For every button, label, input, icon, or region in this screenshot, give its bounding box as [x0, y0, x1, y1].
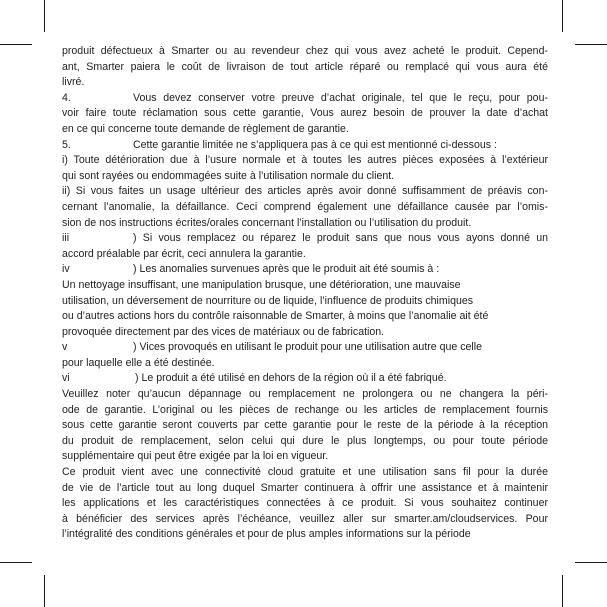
roman-item-vi [62, 371, 548, 387]
text-line: ) Vices provoqués en utilisant le produit pour une utilisation autre que celle [133, 341, 483, 354]
crop-mark-top-left-horizontal [0, 44, 32, 45]
text-line: produit défectueux à Smarter ou au revendeur chez qui vous avez acheté le produit. Cepend- [62, 45, 548, 57]
text-line: ii) Si vous faites un usage ultérieur des articles après avoir donné suffisamment de préavis con- [62, 185, 548, 198]
text-line: les applications et les caractéristiques connectées à ce produit. Si vous souhaitez continuer [62, 497, 548, 510]
roman-item-iv [62, 262, 548, 278]
crop-mark-top-left-vertical [44, 0, 45, 32]
text-line: cernant l’anomalie, la défaillance. Ceci comprend également une défaillance causée par l’omis- [62, 200, 548, 213]
crop-mark-bottom-left-horizontal [0, 562, 32, 563]
numbered-item-4 [62, 91, 548, 107]
text-line: accord préalable par écrit, ceci annulera la garantie. [62, 247, 306, 260]
text-line: i) Toute détérioration due à l’usure normale et à toutes les autres pièces exposées à l’extérieur [62, 154, 548, 167]
roman-item-iii [62, 231, 548, 247]
text-line: du produit de remplacement, selon celui qui dure le plus longtemps, ou pour toute période [62, 434, 548, 447]
text-line: sion de nos instructions écrites/orales concernant l’installation ou l’utilisation du produit. [62, 216, 472, 229]
item-number: v [62, 341, 68, 354]
text-line: Ce produit vient avec une connectivité cloud gratuite et une utilisation sans fil pour la durée [62, 466, 548, 479]
item-number: iv [62, 263, 70, 276]
crop-mark-top-right-horizontal [575, 44, 607, 45]
text-line: provoquée directement par des vices de matériaux ou de fabrication. [62, 325, 385, 338]
text-line: en ce qui concerne toute demande de règlement de garantie. [62, 122, 349, 135]
text-line: livré. [62, 76, 85, 89]
text-line: voir faire toute réclamation sous cette garantie, Vous aurez besoin de prouver la date d’achat [62, 107, 548, 120]
numbered-item-5 [62, 138, 548, 154]
text-line: ant, Smarter paiera le coût de livraison de tout article réparé ou remplacé qui vous aura été [62, 60, 548, 73]
text-line: Cette garantie limitée ne s’appliquera pas à ce qui est mentionné ci-dessous : [133, 138, 497, 151]
text-line: ou d’autres actions hors du contrôle raisonnable de Smarter, à moins que l’anomalie ait été [62, 310, 489, 323]
crop-mark-bottom-right-vertical [562, 575, 563, 607]
text-line: ) Le produit a été utilisé en dehors de la région où il a été fabriqué. [135, 372, 447, 385]
text-line: ode de garantie. L’original ou les pièces de rechange ou les articles de remplacement fournis [62, 403, 548, 416]
text-line: Vous devez conserver votre preuve d’achat originale, tel que le reçu, pour pou- [133, 91, 548, 104]
text-line: Veuillez noter qu’aucun dépannage ou remplacement ne prolongera ou ne changera la péri- [62, 388, 548, 401]
item-number: iii [62, 232, 70, 245]
text-line: ) Si vous remplacez ou réparez le produit sans que nous vous ayons donné un [133, 232, 548, 245]
text-line: à bénéficier des services après l’échéance, veuillez aller sur smarter.am/cloudservices. Pour [62, 512, 548, 525]
item-number: vi [62, 372, 70, 385]
text-line: Un nettoyage insuffisant, une manipulation brusque, une détérioration, une mauvaise [62, 278, 461, 291]
roman-item-v [62, 340, 548, 356]
text-line: pour laquelle elle a été destinée. [62, 356, 215, 369]
item-number: 4. [62, 91, 71, 104]
text-line: ) Les anomalies survenues après que le produit ait été soumis à : [133, 263, 440, 276]
text-line: supplémentaire qui peut être exigée par la loi en vigueur. [62, 450, 329, 463]
crop-mark-bottom-left-vertical [44, 575, 45, 607]
text-line: qui sont rayées ou endommagées suite à l’utilisation normale du client. [62, 169, 395, 182]
warranty-text-body [62, 44, 548, 543]
item-number: 5. [62, 138, 71, 151]
text-line: sous cette garantie seront couverts par cette garantie pour le reste de la période à la réception [62, 419, 548, 432]
text-line: l’intégralité des conditions générales et pour de plus amples informations sur la période [62, 528, 471, 541]
text-line: utilisation, un déversement de nourriture ou de liquide, l’influence de produits chimiques [62, 294, 474, 307]
crop-mark-bottom-right-horizontal [575, 562, 607, 563]
crop-mark-top-right-vertical [562, 0, 563, 32]
text-line: de vie de l’article tout au long duquel Smarter continuera à offrir une assistance et à maintenir [62, 481, 548, 494]
